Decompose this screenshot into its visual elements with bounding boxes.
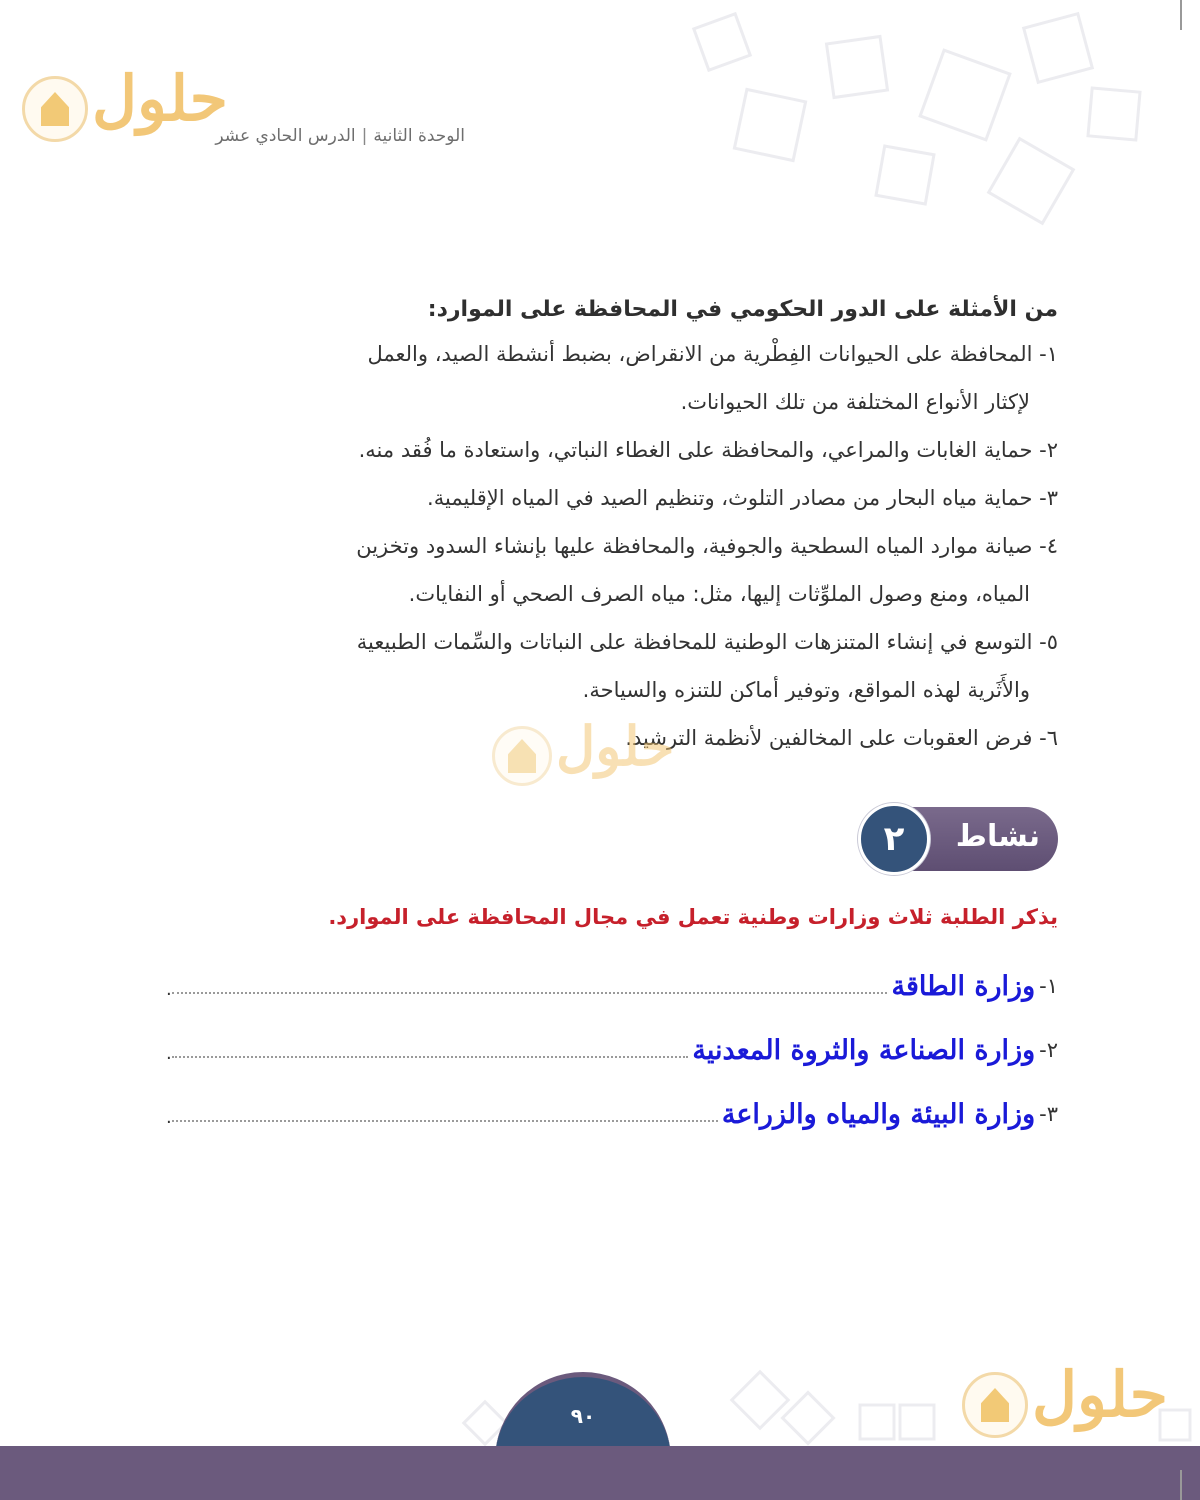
- item-text-continued: والأَثَرية لهذه المواقع، وتوفير أماكن للتنزه والسياحة.: [582, 678, 1030, 702]
- activity-number-circle: [858, 803, 930, 875]
- list-item: [166, 474, 1058, 522]
- crop-mark-bottom: [1180, 1470, 1182, 1500]
- answer-line: [166, 1024, 1058, 1068]
- answer-number: ٢-: [1039, 1038, 1058, 1062]
- breadcrumb-separator: |: [361, 126, 368, 146]
- item-text: المحافظة على الحيوانات الفِطْرية من الانقراض، بضبط أنشطة الصيد، والعمل: [367, 342, 1033, 366]
- item-text-continued: لإكثار الأنواع المختلفة من تلك الحيوانات.: [680, 390, 1030, 414]
- item-number: ٢-: [1039, 438, 1058, 462]
- dotted-line: [172, 992, 888, 994]
- list-item: [166, 522, 1058, 618]
- item-number: ٥-: [1039, 630, 1058, 654]
- footer-watermark-logo: [962, 1358, 1172, 1448]
- dotted-line: [172, 1120, 718, 1122]
- breadcrumb-unit: الوحدة الثانية: [373, 126, 465, 146]
- item-number: ٦-: [1039, 726, 1058, 750]
- answer-number: ٣-: [1039, 1102, 1058, 1126]
- answer-text: وزارة الطاقة: [891, 971, 1036, 1002]
- dotted-line: [172, 1056, 689, 1058]
- footer-band: [0, 1446, 1200, 1500]
- breadcrumb-lesson: الدرس الحادي عشر: [215, 126, 356, 146]
- logo-emblem-icon: [22, 76, 88, 142]
- logo-emblem-icon: [962, 1372, 1028, 1438]
- watermark-logo: [492, 714, 702, 794]
- item-number: ١-: [1039, 342, 1058, 366]
- activity-badge: [858, 803, 1058, 877]
- activity-number: ٢: [883, 819, 905, 859]
- logo-text: حلول: [1032, 1358, 1168, 1431]
- main-content: [166, 290, 1058, 762]
- list-item: [166, 618, 1058, 714]
- crop-mark-top: [1180, 0, 1182, 30]
- item-number: ٤-: [1039, 534, 1058, 558]
- section-intro: من الأمثلة على الدور الحكومي في المحافظة على الموارد:: [427, 297, 1058, 322]
- answer-number: ١-: [1039, 974, 1058, 998]
- activity-prompt: يذكر الطلبة ثلاث وزارات وطنية تعمل في مجال المحافظة على الموارد.: [328, 905, 1058, 929]
- item-text: حماية الغابات والمراعي، والمحافظة على الغطاء النباتي، واستعادة ما فُقد منه.: [358, 438, 1033, 462]
- examples-list: [166, 330, 1058, 762]
- logo-text: حلول: [556, 714, 675, 778]
- logo-emblem-icon: [492, 726, 552, 786]
- line-end-period: .: [166, 1043, 172, 1064]
- item-text: حماية مياه البحار من مصادر التلوث، وتنظيم الصيد في المياه الإقليمية.: [427, 486, 1033, 510]
- item-number: ٣-: [1039, 486, 1058, 510]
- item-text: التوسع في إنشاء المتنزهات الوطنية للمحافظة على النباتات والسِّمات الطبيعية: [356, 630, 1033, 654]
- page-number: ٩٠: [570, 1404, 596, 1428]
- list-item: [166, 426, 1058, 474]
- line-end-period: .: [166, 1107, 172, 1128]
- item-text: صيانة موارد المياه السطحية والجوفية، والمحافظة عليها بإنشاء السدود وتخزين: [356, 534, 1033, 558]
- answer-line: [166, 960, 1058, 1004]
- answer-line: [166, 1088, 1058, 1132]
- answer-text: وزارة البيئة والمياه والزراعة: [721, 1099, 1036, 1130]
- activity-label: نشاط: [955, 819, 1040, 854]
- line-end-period: .: [166, 979, 172, 1000]
- logo-text: حلول: [92, 62, 228, 135]
- list-item: [166, 330, 1058, 426]
- breadcrumb: [165, 126, 465, 146]
- item-text: فرض العقوبات على المخالفين لأنظمة الترشيد.: [625, 726, 1033, 750]
- answer-text: وزارة الصناعة والثروة المعدنية: [692, 1035, 1036, 1066]
- item-text-continued: المياه، ومنع وصول الملوِّثات إليها، مثل: مياه الصرف الصحي أو النفايات.: [408, 582, 1030, 606]
